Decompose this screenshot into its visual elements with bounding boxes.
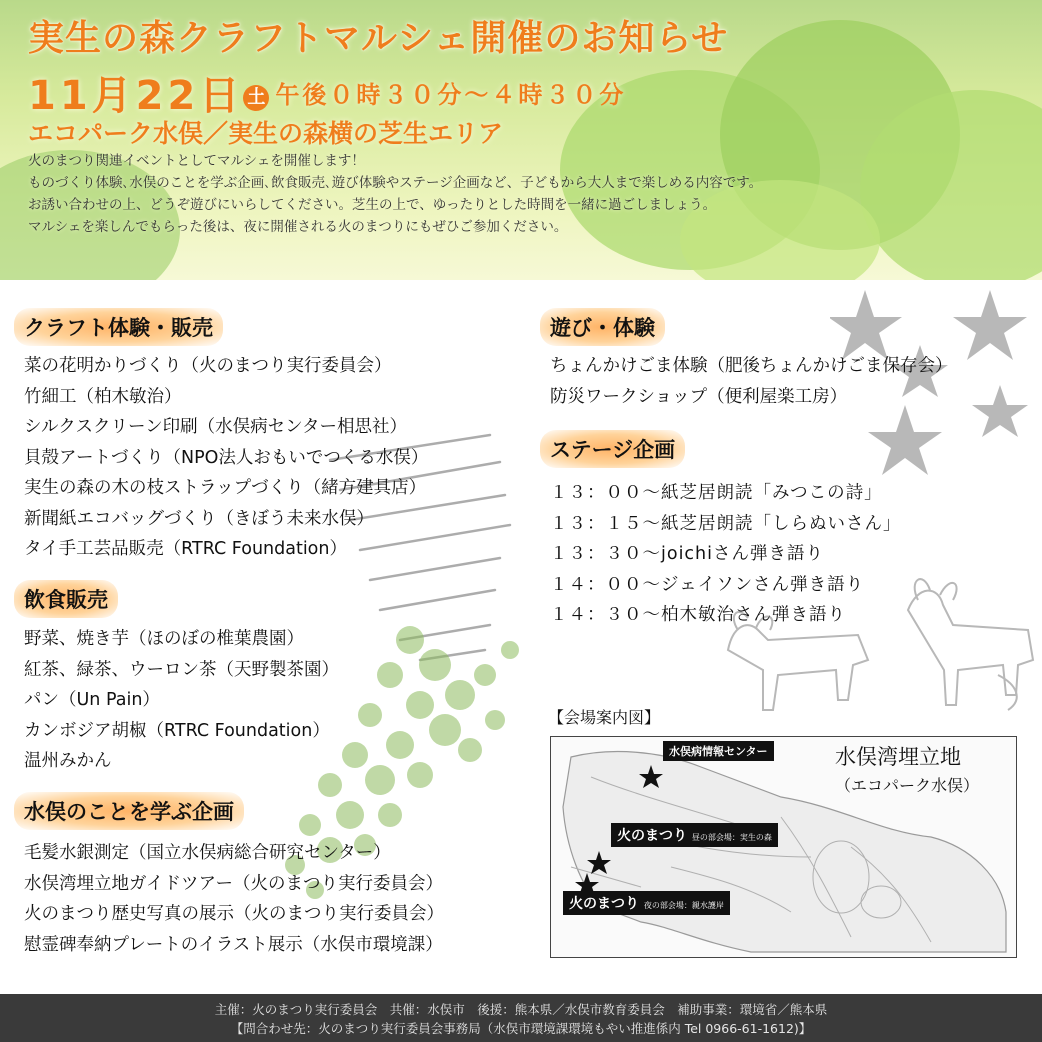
venue-map [550, 736, 1017, 958]
list-item: １３：３０〜joichiさん弾き語り [550, 544, 825, 564]
list-item: １４：００〜ジェイソンさん弾き語り [550, 574, 865, 595]
day-of-week-badge: 土 [243, 85, 269, 111]
footer [0, 994, 1042, 1042]
event-title: 実生の森クラフトマルシェ開催のお知らせ [28, 18, 729, 59]
star-icon [953, 290, 1027, 360]
heading-learn: 水俣のことを学ぶ企画 [14, 792, 244, 830]
heading-play: 遊び・体験 [540, 308, 665, 346]
intro-line: マルシェを楽しんでもらった後は、夜に開催される火のまつりにもぜひご参加ください。 [28, 219, 568, 235]
event-venue: エコパーク水俣／実生の森横の芝生エリア [28, 119, 504, 148]
intro-line: 火のまつり関連イベントとしてマルシェを開催します！ [28, 153, 365, 169]
intro-line: お誘い合わせの上、どうぞ遊びにいらしてください。芝生の上で、ゆったりとした時間を一緒に過ごしましょう。 [28, 197, 717, 213]
list-item: １３：１５〜紙芝居朗読「しらぬいさん」 [550, 513, 902, 534]
heading-food: 飲食販売 [14, 580, 118, 618]
list-item: 温州みかん [24, 751, 112, 771]
intro-line: ものづくり体験､水俣のことを学ぶ企画､飲食販売､遊び体験やステージ企画など、子どもから大人まで楽しめる内容です。 [28, 175, 763, 191]
event-date-line [28, 64, 626, 121]
list-item: タイ手工芸品販売（RTRC Foundation） [24, 539, 347, 559]
list-item: 毛髪水銀測定（国立水俣病総合研究センター） [24, 843, 391, 863]
intro-text [28, 150, 968, 238]
footer-organizers: 主催：火のまつり実行委員会 共催：水俣市 後援：熊本県／水俣市教育委員会 補助事業：環境省／熊本県 [214, 1002, 828, 1017]
footer-contact: 【問合わせ先：火のまつり実行委員会事務局（水俣市環境課環境もやい推進係内 Tel 0966-61-1612)】 [230, 1021, 812, 1036]
map-tag-sub: 夜の部会場：親水護岸 [643, 901, 724, 910]
play-list [550, 351, 953, 412]
list-item: 防災ワークショップ（便利屋楽工房） [550, 386, 848, 407]
list-item: 新聞紙エコバッグづくり（きぼう未来水俣） [24, 508, 374, 529]
craft-list [24, 351, 428, 565]
map-subtitle: （エコパーク水俣） [835, 776, 980, 795]
map-tag-fire-day [611, 823, 778, 847]
list-item: カンボジア胡椒（RTRC Foundation） [24, 720, 330, 741]
list-item: シルクスクリーン印刷（水俣病センター相思社） [24, 417, 407, 437]
map-tag-title: 火のまつり [617, 828, 687, 844]
list-item: パン（Un Pain） [24, 690, 160, 710]
list-item: ちょんかけごま体験（肥後ちょんかけごま保存会） [550, 356, 953, 376]
list-item: 水俣湾埋立地ガイドツアー（火のまつり実行委員会） [24, 873, 443, 894]
list-item: 紅茶、緑茶、ウーロン茶（天野製茶園） [24, 659, 339, 680]
map-tag-fire-night [563, 891, 730, 915]
list-item: １３：００〜紙芝居朗読「みつこの詩」 [550, 483, 883, 503]
learn-list [24, 838, 444, 960]
star-icon [868, 405, 942, 475]
event-date: 11月22日 [28, 73, 244, 119]
list-item: 竹細工（柏木敏治） [24, 386, 182, 407]
star-icon [830, 290, 902, 360]
star-icon [972, 385, 1028, 437]
list-item: 慰霊碑奉納プレートのイラスト展示（水俣市環境課） [24, 934, 443, 955]
header-banner [0, 0, 1042, 280]
list-item: 菜の花明かりづくり（火のまつり実行委員会） [24, 356, 392, 376]
map-tag-info-center: 水俣病情報センター [663, 741, 774, 761]
event-time: 午後０時３０分〜４時３０分 [275, 81, 627, 109]
list-item: 実生の森の木の枝ストラップづくり（緒方建具店） [24, 478, 427, 498]
list-item: 貝殻アートづくり（NPO法人おもいでつくる水俣） [24, 447, 429, 468]
map-tag-sub: 昼の部会場：実生の森 [691, 833, 772, 842]
heading-stage: ステージ企画 [540, 430, 685, 468]
list-item: １４：３０〜柏木敏治さん弾き語り [550, 605, 846, 625]
list-item: 火のまつり歴史写真の展示（火のまつり実行委員会） [24, 904, 444, 924]
map-tag-title: 火のまつり [569, 896, 639, 912]
map-title: 水俣湾埋立地 [835, 745, 961, 769]
map-label: 【会場案内図】 [548, 708, 661, 727]
list-item: 野菜、焼き芋（ほのぼの椎葉農園） [24, 629, 304, 649]
stage-list [550, 478, 902, 631]
food-list [24, 624, 339, 777]
heading-craft: クラフト体験・販売 [14, 308, 223, 346]
